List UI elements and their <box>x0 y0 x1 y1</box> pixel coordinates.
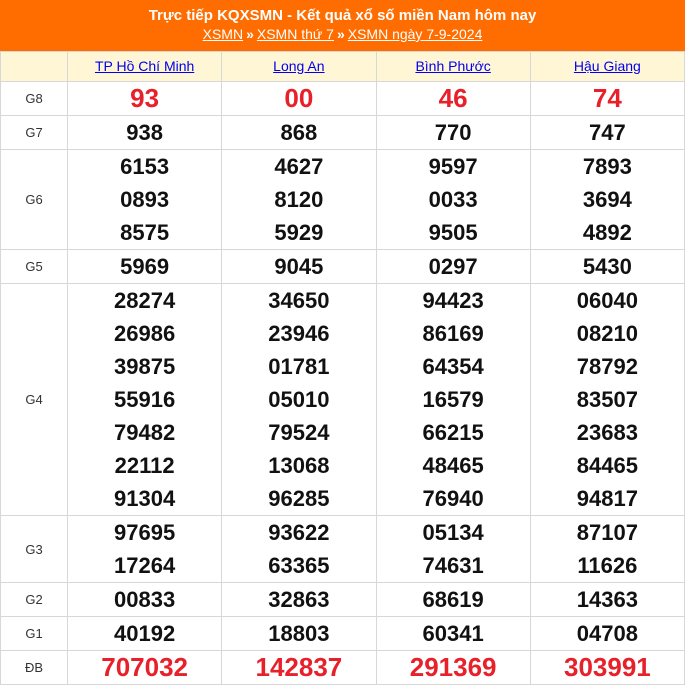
result-cell <box>530 284 684 516</box>
prize-label: ĐB <box>1 651 68 685</box>
result-cell <box>222 150 376 250</box>
result-number: 0033 <box>428 187 478 212</box>
result-number: 86169 <box>422 321 484 346</box>
result-number: 11626 <box>577 553 638 578</box>
province-header-cell <box>68 52 222 82</box>
result-number: 22112 <box>114 453 175 478</box>
result-number: 84465 <box>576 453 638 478</box>
result-number: 66215 <box>422 420 484 445</box>
breadcrumb-link-date[interactable]: XSMN ngày 7-9-2024 <box>347 26 483 42</box>
result-number: 34650 <box>268 288 330 313</box>
result-number: 79482 <box>114 420 176 445</box>
result-number: 78792 <box>576 354 638 379</box>
result-number: 14363 <box>576 587 638 612</box>
result-number: 23683 <box>576 420 638 445</box>
result-number: 7893 <box>582 154 632 179</box>
result-number: 32863 <box>268 587 330 612</box>
province-link-hau-giang[interactable]: Hậu Giang <box>573 57 641 74</box>
result-cell <box>222 284 376 516</box>
prize-row-g4 <box>1 284 685 516</box>
result-cell <box>222 583 376 617</box>
result-number: 0297 <box>428 254 478 279</box>
result-number: 76940 <box>422 486 484 511</box>
result-cell <box>530 583 684 617</box>
prize-label: G2 <box>1 583 68 617</box>
result-number: 770 <box>434 120 472 145</box>
prize-row-g8 <box>1 82 685 116</box>
result-number: 39875 <box>114 354 176 379</box>
result-cell <box>376 583 530 617</box>
result-cell <box>376 617 530 651</box>
prize-label: G1 <box>1 617 68 651</box>
result-cell <box>376 651 530 685</box>
result-number: 23946 <box>268 321 330 346</box>
prize-row-g1 <box>1 617 685 651</box>
result-number: 94817 <box>576 486 638 511</box>
result-cell <box>530 150 684 250</box>
result-number: 18803 <box>268 621 330 646</box>
result-cell <box>376 82 530 116</box>
prize-label: G3 <box>1 516 68 583</box>
result-cell <box>530 617 684 651</box>
prize-row-g2 <box>1 583 685 617</box>
result-number: 00 <box>284 83 314 113</box>
breadcrumb <box>0 26 685 42</box>
result-number: 5929 <box>274 220 324 245</box>
result-number: 8575 <box>120 220 170 245</box>
result-number: 74 <box>592 83 622 113</box>
corner-cell <box>1 52 68 82</box>
result-number: 63365 <box>268 553 330 578</box>
prize-row-g3 <box>1 516 685 583</box>
result-number: 3694 <box>582 187 632 212</box>
result-number: 4627 <box>274 154 324 179</box>
province-header-cell <box>530 52 684 82</box>
result-cell <box>222 516 376 583</box>
result-number: 707032 <box>101 652 188 682</box>
result-number: 40192 <box>114 621 176 646</box>
province-header-cell <box>376 52 530 82</box>
prize-label: G5 <box>1 250 68 284</box>
prize-label: G8 <box>1 82 68 116</box>
province-link-long-an[interactable]: Long An <box>273 57 325 74</box>
result-number: 05134 <box>422 520 484 545</box>
result-number: 142837 <box>255 652 343 682</box>
result-cell <box>68 516 222 583</box>
result-number: 05010 <box>268 387 330 412</box>
prize-label: G4 <box>1 284 68 516</box>
result-number: 01781 <box>268 354 330 379</box>
result-cell <box>530 116 684 150</box>
result-cell <box>376 116 530 150</box>
result-cell <box>222 651 376 685</box>
result-number: 04708 <box>576 621 638 646</box>
result-number: 06040 <box>576 288 638 313</box>
result-number: 28274 <box>114 288 176 313</box>
result-number: 938 <box>126 120 163 145</box>
result-cell <box>530 651 684 685</box>
result-cell <box>376 284 530 516</box>
result-number: 91304 <box>114 486 176 511</box>
result-number: 13068 <box>268 453 330 478</box>
breadcrumb-link-weekday[interactable]: XSMN thứ 7 <box>256 26 334 42</box>
province-header-row <box>1 52 685 82</box>
result-cell <box>222 116 376 150</box>
page-title: Trực tiếp KQXSMN - Kết quả xổ số miền Nam hôm nay <box>148 7 537 24</box>
result-number: 5430 <box>582 254 632 279</box>
result-cell <box>530 516 684 583</box>
prize-row-g6 <box>1 150 685 250</box>
result-cell <box>530 82 684 116</box>
result-cell <box>68 651 222 685</box>
result-number: 6153 <box>120 154 170 179</box>
result-cell <box>68 250 222 284</box>
result-number: 79524 <box>268 420 330 445</box>
result-number: 94423 <box>422 288 484 313</box>
prize-label: G7 <box>1 116 68 150</box>
result-number: 93622 <box>268 520 330 545</box>
results-table <box>0 51 685 685</box>
prize-label: G6 <box>1 150 68 250</box>
result-cell <box>530 250 684 284</box>
result-cell <box>376 516 530 583</box>
result-cell <box>68 116 222 150</box>
prize-row-g7 <box>1 116 685 150</box>
result-number: 303991 <box>563 652 651 682</box>
result-number: 00833 <box>114 587 176 612</box>
result-number: 55916 <box>114 387 176 412</box>
result-cell <box>376 250 530 284</box>
result-number: 5969 <box>120 254 170 279</box>
result-number: 64354 <box>422 354 484 379</box>
result-number: 87107 <box>576 520 638 545</box>
result-number: 9597 <box>428 154 478 179</box>
result-number: 08210 <box>576 321 638 346</box>
result-cell <box>222 250 376 284</box>
result-number: 8120 <box>274 187 324 212</box>
province-header-cell <box>222 52 376 82</box>
result-number: 48465 <box>422 453 484 478</box>
prize-table-body <box>1 82 685 685</box>
result-number: 93 <box>130 83 160 113</box>
breadcrumb-link-xsmn[interactable]: XSMN <box>202 26 244 42</box>
result-number: 74631 <box>422 553 484 578</box>
result-number: 9045 <box>274 254 324 279</box>
result-cell <box>68 150 222 250</box>
result-cell <box>222 617 376 651</box>
page-header <box>0 0 685 51</box>
result-cell <box>222 82 376 116</box>
result-cell <box>68 82 222 116</box>
result-number: 868 <box>280 120 318 145</box>
result-number: 46 <box>438 83 468 113</box>
result-number: 0893 <box>120 187 170 212</box>
prize-row-g5 <box>1 250 685 284</box>
result-number: 60341 <box>422 621 484 646</box>
result-number: 4892 <box>582 220 632 245</box>
result-cell <box>68 583 222 617</box>
prize-row-đb <box>1 651 685 685</box>
result-cell <box>68 284 222 516</box>
breadcrumb-separator: » <box>336 26 345 42</box>
result-number: 97695 <box>114 520 176 545</box>
province-link-binh-phuoc[interactable]: Bình Phước <box>415 57 491 74</box>
result-number: 83507 <box>576 387 638 412</box>
result-number: 747 <box>589 120 626 145</box>
breadcrumb-separator: » <box>246 26 254 42</box>
result-cell <box>376 150 530 250</box>
result-cell <box>68 617 222 651</box>
result-number: 68619 <box>422 587 484 612</box>
result-number: 16579 <box>422 387 484 412</box>
province-link-tp-ho-chi-minh[interactable]: TP Hồ Chí Minh <box>94 57 195 74</box>
result-number: 9505 <box>428 220 478 245</box>
result-number: 291369 <box>409 652 497 682</box>
result-number: 96285 <box>268 486 330 511</box>
result-number: 17264 <box>114 553 176 578</box>
result-number: 26986 <box>114 321 176 346</box>
